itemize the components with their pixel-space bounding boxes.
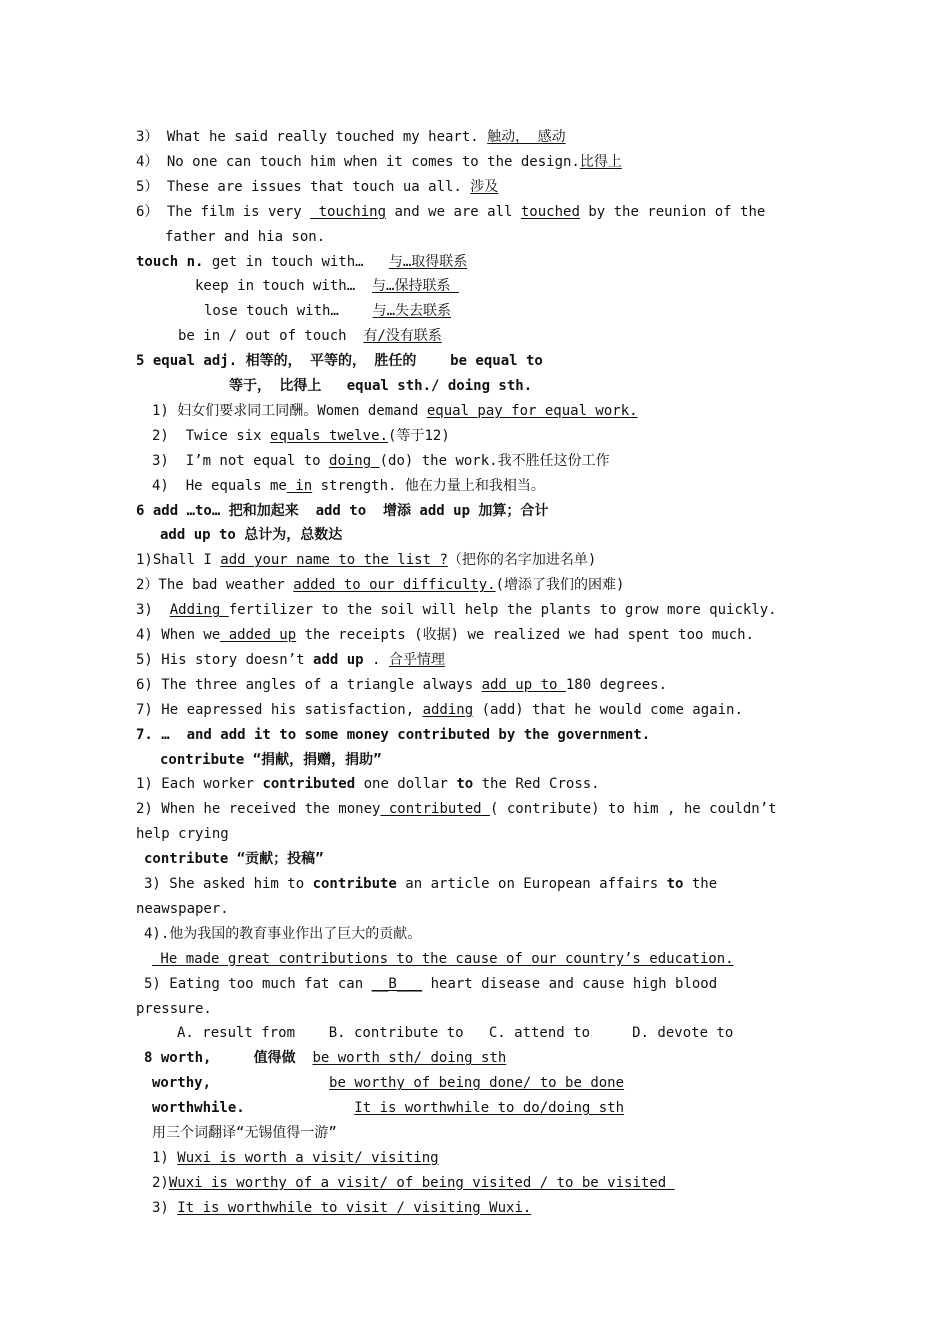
underlined-answer: It is worthwhile to visit / visiting Wuxi. (177, 1199, 532, 1216)
line-text: by the reunion of the (579, 203, 766, 220)
underlined-answer: 涉及 (470, 178, 499, 195)
text-line (136, 252, 467, 272)
line-text: 5 equal adj. 相等的， 平等的， 胜任的 be equal to (136, 353, 543, 370)
line-text: 等于， 比得上 equal sth./ doing sth. (229, 378, 533, 394)
line-text: 3) (136, 602, 170, 619)
text-line (160, 525, 342, 545)
underlined-answer: __B___ (371, 975, 423, 992)
underlined-answer: be worth sth/ doing sth (312, 1050, 507, 1067)
line-text: 2) When he received the money (136, 801, 381, 818)
line-text: the receipts (收据) we realized we had spent too much. (296, 627, 755, 643)
line-text: 180 degrees. (565, 676, 668, 693)
text-line (136, 202, 765, 222)
underlined-answer: contributed (380, 801, 491, 818)
line-text: 4).他为我国的教育事业作出了巨大的贡献。 (144, 925, 422, 942)
text-line (152, 426, 450, 446)
line-text: 3) I’m not equal to (152, 452, 330, 469)
text-line (136, 625, 754, 645)
text-line (178, 326, 442, 346)
text-line (136, 575, 624, 595)
text-line (136, 650, 445, 670)
line-text: add up to 总计为，总数达 (160, 527, 343, 544)
line-text: 6) The three angles of a triangle always (136, 676, 482, 693)
line-text (211, 1075, 329, 1091)
line-text: 2）The bad weather (136, 577, 294, 594)
underlined-answer: equal pay for equal work. (426, 402, 638, 419)
underlined-answer: doing (329, 452, 380, 469)
text-line (136, 725, 650, 745)
line-text: (do) the work.我不胜任这份工作 (379, 452, 610, 469)
line-text: contribute “贡献；投稿” (144, 851, 324, 868)
line-text: A. result from B. contribute to C. attend to D. devote to (177, 1025, 734, 1042)
underlined-answer: 比得上 (579, 153, 622, 170)
line-text: contribute “捐献，捐赠，捐助” (160, 751, 382, 768)
underlined-answer: adding (422, 701, 474, 718)
line-text: add up (313, 651, 364, 668)
line-text: . (363, 651, 389, 668)
text-line (195, 276, 459, 296)
line-text: 7. … and add it to some money contributed by the government. (136, 726, 651, 743)
underlined-answer: 合乎情理 (388, 651, 445, 668)
underlined-answer: in (286, 477, 313, 494)
line-text: 用三个词翻译“无锡值得一游” (152, 1125, 337, 1141)
text-line (144, 1048, 506, 1068)
line-text: 5) His story doesn’t (136, 651, 314, 668)
underlined-answer: Wuxi is worth a visit/ visiting (177, 1149, 439, 1166)
line-text: (增添了我们的困难) (495, 577, 625, 594)
line-text: 5） These are issues that touch ua all. (136, 178, 471, 195)
underlined-answer: touching (310, 203, 387, 220)
text-line (136, 899, 229, 919)
text-line (136, 501, 548, 521)
text-line (152, 1198, 531, 1218)
text-line (136, 824, 229, 844)
underlined-answer: 与…保持联系 (372, 278, 459, 295)
text-line (136, 999, 212, 1019)
text-line (136, 700, 743, 720)
line-text: 6） The film is very (136, 203, 311, 220)
line-text: fertilizer to the soil will help the plants to grow more quickly. (228, 602, 777, 619)
line-text: neawspaper. (136, 900, 229, 917)
line-text: lose touch with… (204, 303, 373, 320)
text-line (136, 152, 622, 172)
line-text: 4) He equals me (152, 477, 287, 494)
line-text: the Red Cross. (473, 776, 600, 793)
underlined-answer: It is worthwhile to do/doing sth (354, 1100, 625, 1117)
text-line (144, 924, 421, 944)
underlined-answer: 与…取得联系 (388, 253, 468, 270)
line-text: 2) Twice six (152, 427, 271, 444)
line-text: worthy, (152, 1075, 212, 1092)
text-line (136, 799, 777, 819)
line-text: 4) When we (136, 627, 221, 643)
text-line (136, 351, 543, 371)
line-text: help crying (136, 826, 229, 843)
text-line (152, 401, 638, 421)
text-line (136, 774, 600, 794)
line-text: and we are all (386, 203, 521, 220)
text-line (152, 476, 545, 496)
text-line (152, 1148, 439, 1168)
text-line (136, 600, 777, 620)
line-text: to (456, 776, 474, 793)
line-text: 3) (152, 1199, 178, 1216)
line-text: (add) that he would come again. (473, 701, 743, 718)
text-line (152, 451, 610, 471)
line-text: 1) Each worker (136, 776, 263, 793)
line-text: （把你的名字加进名单) (447, 552, 597, 569)
underlined-answer: added up (220, 627, 297, 643)
underlined-answer: He made great contributions to the cause of our country’s education. (152, 950, 734, 967)
text-line (144, 849, 324, 869)
line-text: 1) 妇女们要求同工同酬。Women demand (152, 402, 427, 419)
underlined-answer: Adding (169, 602, 229, 619)
line-text: contributed (262, 776, 356, 793)
line-text: strength. 他在力量上和我相当。 (312, 477, 545, 494)
line-text: 3) She asked him to (144, 876, 313, 892)
line-text: one dollar (355, 776, 457, 793)
text-line (152, 949, 734, 969)
line-text: 1)Shall I (136, 552, 221, 569)
line-text: worthwhile. (152, 1100, 245, 1117)
line-text: 2) (152, 1174, 169, 1191)
text-line (152, 1073, 624, 1093)
line-text: be in / out of touch (178, 328, 364, 345)
line-text: 1) (152, 1149, 178, 1166)
line-text: 3） What he said really touched my heart. (136, 129, 488, 145)
underlined-answer: 触动， 感动 (487, 129, 566, 145)
text-line (136, 127, 566, 147)
line-text: contribute (312, 876, 397, 892)
line-text: get in touch with… (203, 253, 389, 270)
line-text: ( contribute) to him , he couldn’t (490, 801, 777, 818)
underlined-answer: Wuxi is worthy of a visit/ of being visited / to be visited (168, 1174, 675, 1191)
line-text (245, 1100, 355, 1116)
underlined-answer: add up to (481, 676, 566, 693)
underlined-answer: added to our difficulty. (293, 577, 496, 594)
text-line (160, 750, 382, 770)
text-line (144, 974, 717, 994)
line-text: father and hia son. (165, 228, 326, 245)
line-text: touch n. (136, 253, 204, 270)
text-line (204, 301, 451, 321)
underlined-answer: equals twelve. (270, 427, 389, 444)
text-line (152, 1098, 624, 1118)
line-text: to (666, 876, 684, 892)
text-line (136, 675, 667, 695)
line-text: (等于12) (388, 427, 450, 444)
line-text: pressure. (136, 1000, 212, 1017)
text-line (177, 1023, 733, 1043)
text-line (165, 227, 325, 247)
line-text: an article on European affairs (396, 876, 667, 892)
underlined-answer: add your name to the list ? (220, 552, 448, 569)
underlined-answer: touched (520, 203, 580, 220)
text-line (136, 550, 596, 570)
line-text: 8 worth, 值得做 (144, 1050, 313, 1067)
line-text: 6 add …to… 把和加起来 add to 增添 add up 加算；合计 (136, 502, 549, 519)
text-line (152, 1123, 337, 1143)
line-text: keep in touch with… (195, 278, 373, 295)
underlined-answer: 有/没有联系 (363, 328, 442, 345)
line-text: 5) Eating too much fat can (144, 975, 372, 992)
line-text: the (683, 876, 718, 892)
underlined-answer: 与…失去联系 (372, 303, 452, 320)
line-text: 4） No one can touch him when it comes to the design. (136, 153, 580, 170)
text-line (144, 874, 717, 894)
underlined-answer: be worthy of being done/ to be done (329, 1075, 625, 1092)
text-line (152, 1173, 675, 1193)
text-line (229, 376, 532, 396)
text-line (136, 177, 498, 197)
line-text: 7) He eapressed his satisfaction, (136, 701, 423, 718)
line-text: heart disease and cause high blood (422, 975, 718, 992)
